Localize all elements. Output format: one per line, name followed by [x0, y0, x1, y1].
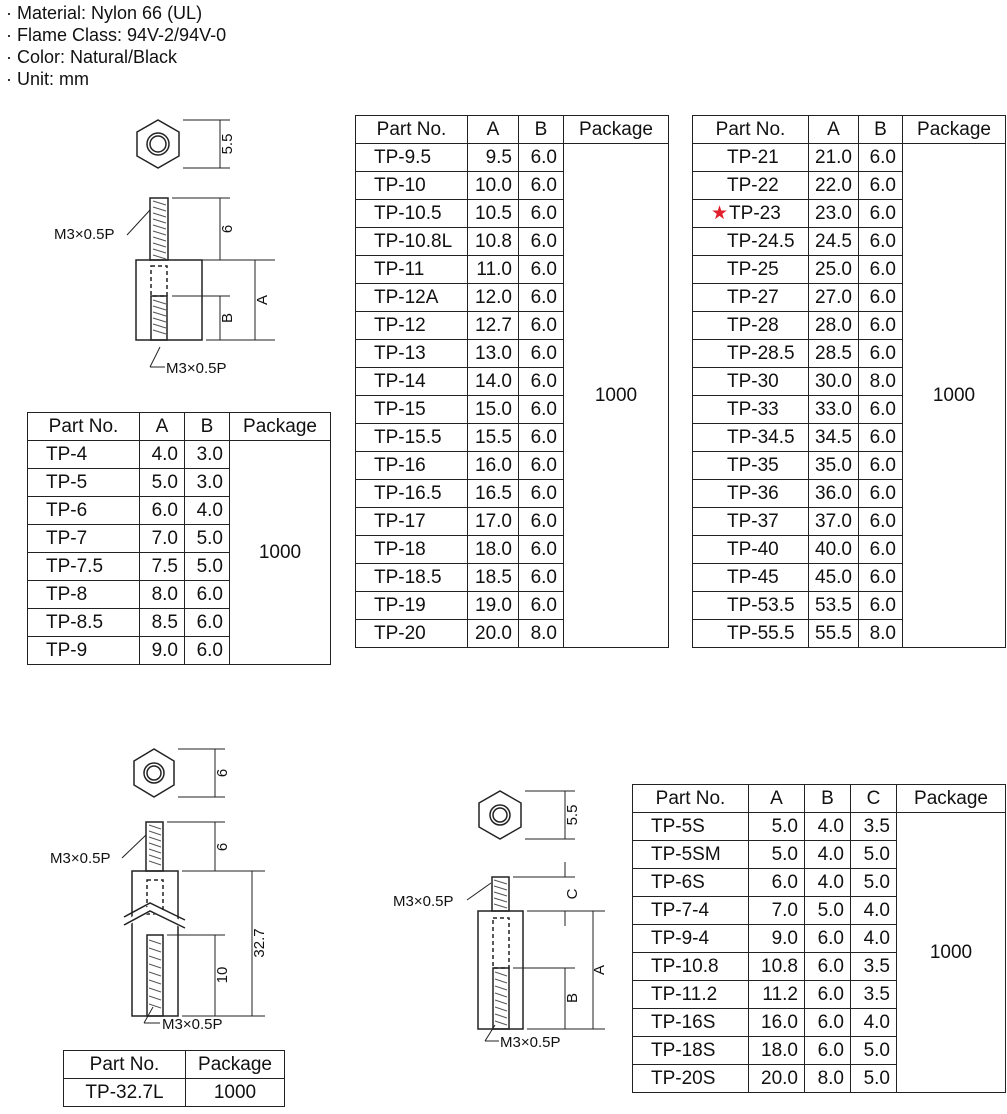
table-cell: TP-28.5	[693, 340, 809, 368]
table-cell: 6.0	[519, 508, 564, 536]
table-cell: 33.0	[809, 396, 859, 424]
table-cell: 11.2	[749, 981, 805, 1009]
table-cell: 24.5	[809, 228, 859, 256]
table-cell: 6.0	[519, 256, 564, 284]
table-cell: 8.0	[859, 368, 903, 396]
spacer-diagram-2	[40, 745, 300, 1045]
table-cell: 6.0	[859, 312, 903, 340]
thread-label-top: M3×0.5P	[393, 893, 454, 910]
table-cell: TP-13	[356, 340, 468, 368]
table-cell: 6.0	[859, 228, 903, 256]
table-cell: 20.0	[468, 620, 519, 648]
table-cell: 8.0	[140, 581, 185, 609]
table-cell: 6.0	[859, 200, 903, 228]
header-a: A	[140, 413, 185, 441]
table-cell: TP-4	[28, 441, 140, 469]
table-cell: 6.0	[805, 1009, 851, 1037]
table-cell: 6.0	[805, 953, 851, 981]
dimension-b: B	[564, 992, 581, 1004]
table-cell: 4.0	[851, 925, 897, 953]
table-cell: 12.0	[468, 284, 519, 312]
table-cell: 6.0	[859, 536, 903, 564]
package-cell: 1000	[903, 144, 1006, 648]
table-cell: 20.0	[749, 1065, 805, 1093]
package-cell: 1000	[230, 441, 331, 665]
table-cell: 6.0	[859, 508, 903, 536]
table-cell: TP-18S	[633, 1037, 749, 1065]
header-c: C	[851, 785, 897, 813]
dimension-b: B	[219, 312, 236, 324]
table-cell: TP-33	[693, 396, 809, 424]
table-cell: 10.8	[468, 228, 519, 256]
table-cell: 11.0	[468, 256, 519, 284]
table-cell: TP-20S	[633, 1065, 749, 1093]
header-part-no: Part No.	[64, 1051, 186, 1079]
table-cell: 5.0	[749, 813, 805, 841]
header-part-no: Part No.	[633, 785, 749, 813]
thread-label-top: M3×0.5P	[50, 850, 111, 867]
table-cell: 6.0	[859, 144, 903, 172]
table-cell: TP-25	[693, 256, 809, 284]
table-cell: 3.0	[185, 441, 230, 469]
table-cell: 4.0	[805, 869, 851, 897]
table-cell: TP-10	[356, 172, 468, 200]
table-row	[28, 441, 331, 469]
table-cell: 6.0	[859, 424, 903, 452]
table-cell: 9.5	[468, 144, 519, 172]
table-cell: 36.0	[809, 480, 859, 508]
table-cell: TP-18.5	[356, 564, 468, 592]
table-cell: 6.0	[519, 172, 564, 200]
table-cell: TP-17	[356, 508, 468, 536]
table-cell: 23.0	[809, 200, 859, 228]
table-row	[633, 813, 1006, 841]
table-cell: 10.8	[749, 953, 805, 981]
hex-dimension: 5.5	[219, 133, 236, 155]
table-cell: TP-10.8	[633, 953, 749, 981]
table-cell: 53.5	[809, 592, 859, 620]
table-cell: 28.0	[809, 312, 859, 340]
table-row	[693, 144, 1006, 172]
header-package: Package	[903, 116, 1006, 144]
thread-length: 6	[214, 842, 231, 852]
table-cell: TP-15.5	[356, 424, 468, 452]
table-cell: TP-34.5	[693, 424, 809, 452]
table-cell: 6.0	[519, 144, 564, 172]
table-cell: TP-5	[28, 469, 140, 497]
hex-dimension: 5.5	[564, 804, 581, 826]
table-cell: TP-27	[693, 284, 809, 312]
table-cell: TP-12	[356, 312, 468, 340]
table-cell: TP-14	[356, 368, 468, 396]
table-cell: 6.0	[185, 609, 230, 637]
thread-label-top: M3×0.5P	[54, 226, 115, 243]
table-cell: TP-22	[693, 172, 809, 200]
spec-unit: · Unit: mm	[6, 68, 226, 90]
spacer-diagram-3	[385, 785, 625, 1065]
table-cell: TP-24.5	[693, 228, 809, 256]
table-cell: 34.5	[809, 424, 859, 452]
table-row	[356, 144, 669, 172]
table-cell: 9.0	[749, 925, 805, 953]
table-cell: 12.7	[468, 312, 519, 340]
table-cell: TP-12A	[356, 284, 468, 312]
table-cell: TP-35	[693, 452, 809, 480]
table-cell: 18.0	[468, 536, 519, 564]
header-b: B	[519, 116, 564, 144]
table-cell: 55.5	[809, 620, 859, 648]
table-cell: 6.0	[859, 592, 903, 620]
table-cell: TP-16S	[633, 1009, 749, 1037]
table-cell: 16.0	[468, 452, 519, 480]
table-cell: 6.0	[805, 981, 851, 1009]
table-cell: TP-36	[693, 480, 809, 508]
table-cell: 28.5	[809, 340, 859, 368]
table-cell: TP-37	[693, 508, 809, 536]
table-cell: TP-9-4	[633, 925, 749, 953]
table-cell: TP-32.7L	[64, 1079, 186, 1107]
table-cell: 30.0	[809, 368, 859, 396]
table-cell: 6.0	[859, 256, 903, 284]
table-cell: 25.0	[809, 256, 859, 284]
thread-label-bottom: M3×0.5P	[166, 360, 227, 377]
table-cell: TP-20	[356, 620, 468, 648]
table-cell: TP-10.8L	[356, 228, 468, 256]
hex-dimension: 6	[214, 768, 231, 778]
table-cell: 8.0	[805, 1065, 851, 1093]
table-cell: 5.0	[851, 1065, 897, 1093]
table-cell: 6.0	[519, 592, 564, 620]
table-cell: TP-21	[693, 144, 809, 172]
table-cell: 40.0	[809, 536, 859, 564]
table-cell: 4.0	[805, 813, 851, 841]
header-a: A	[809, 116, 859, 144]
table-cell: 37.0	[809, 508, 859, 536]
table-cell: 5.0	[749, 841, 805, 869]
table-cell: TP-15	[356, 396, 468, 424]
table-cell: 10.5	[468, 200, 519, 228]
table-cell: 16.0	[749, 1009, 805, 1037]
table-cell: TP-18	[356, 536, 468, 564]
thread-label-bottom: M3×0.5P	[500, 1034, 561, 1051]
table-cell: TP-7	[28, 525, 140, 553]
header-a: A	[468, 116, 519, 144]
table-cell: TP-28	[693, 312, 809, 340]
table-cell: 6.0	[859, 340, 903, 368]
table-cell: 7.5	[140, 553, 185, 581]
table-cell: 6.0	[519, 368, 564, 396]
table-cell: TP-8.5	[28, 609, 140, 637]
table-cell: 3.5	[851, 813, 897, 841]
table-cell: 5.0	[851, 841, 897, 869]
table-cell: TP-9	[28, 637, 140, 665]
table-cell: 16.5	[468, 480, 519, 508]
table-cell: 17.0	[468, 508, 519, 536]
header-b: B	[859, 116, 903, 144]
thread-label-bottom: M3×0.5P	[162, 1016, 223, 1033]
table-cell: 7.0	[140, 525, 185, 553]
dimension-a: A	[591, 964, 608, 976]
table-cell: TP-11.2	[633, 981, 749, 1009]
spec-flame-class: · Flame Class: 94V-2/94V-0	[6, 24, 226, 46]
thread-length: 6	[219, 224, 236, 234]
table-cell: 8.0	[859, 620, 903, 648]
table-cell: 18.0	[749, 1037, 805, 1065]
header-a: A	[749, 785, 805, 813]
header-b: B	[185, 413, 230, 441]
table-row	[64, 1079, 285, 1107]
table-cell: 4.0	[185, 497, 230, 525]
table-cell: 14.0	[468, 368, 519, 396]
table-cell: 6.0	[519, 536, 564, 564]
table-cell: 5.0	[140, 469, 185, 497]
table-cell: TP-40	[693, 536, 809, 564]
table-cell: 4.0	[805, 841, 851, 869]
table-cell: 8.0	[519, 620, 564, 648]
header-package: Package	[897, 785, 1006, 813]
table-cell: 6.0	[519, 228, 564, 256]
table-cell: TP-55.5	[693, 620, 809, 648]
table-cell: 15.5	[468, 424, 519, 452]
table-cell: 6.0	[185, 581, 230, 609]
table-cell: 6.0	[519, 452, 564, 480]
package-cell: 1000	[564, 144, 669, 648]
spacer-table-4	[63, 1050, 285, 1107]
table-cell: TP-5SM	[633, 841, 749, 869]
table-cell: 6.0	[519, 480, 564, 508]
dimension-c: C	[564, 888, 581, 900]
table-cell: 3.5	[851, 981, 897, 1009]
table-cell: TP-16	[356, 452, 468, 480]
header-b: B	[805, 785, 851, 813]
table-cell: 6.0	[519, 200, 564, 228]
table-cell: 13.0	[468, 340, 519, 368]
table-cell: 6.0	[859, 284, 903, 312]
table-cell: 6.0	[140, 497, 185, 525]
spec-list	[6, 2, 226, 90]
table-cell: 4.0	[851, 1009, 897, 1037]
table-cell: 4.0	[851, 897, 897, 925]
table-cell: 6.0	[859, 396, 903, 424]
table-cell: TP-7-4	[633, 897, 749, 925]
table-cell: TP-45	[693, 564, 809, 592]
table-cell: TP-6	[28, 497, 140, 525]
table-cell: 6.0	[859, 452, 903, 480]
table-cell: TP-30	[693, 368, 809, 396]
table-cell: 15.0	[468, 396, 519, 424]
table-cell: 10.0	[468, 172, 519, 200]
table-cell: TP-6S	[633, 869, 749, 897]
table-cell: 6.0	[749, 869, 805, 897]
table-cell: 5.0	[185, 553, 230, 581]
header-part-no: Part No.	[693, 116, 809, 144]
table-cell: 5.0	[851, 869, 897, 897]
table-cell: 6.0	[519, 284, 564, 312]
spacer-table-3	[692, 115, 1006, 648]
table-cell: 1000	[186, 1079, 285, 1107]
table-cell: 5.0	[185, 525, 230, 553]
header-package: Package	[186, 1051, 285, 1079]
table-cell: 6.0	[519, 340, 564, 368]
table-cell: 7.0	[749, 897, 805, 925]
spacer-table-1	[27, 412, 331, 665]
dimension-a: A	[254, 294, 271, 306]
spec-material: · Material: Nylon 66 (UL)	[6, 2, 226, 24]
spec-color: · Color: Natural/Black	[6, 46, 226, 68]
table-cell: 6.0	[185, 637, 230, 665]
table-cell: 22.0	[809, 172, 859, 200]
table-cell: 5.0	[805, 897, 851, 925]
table-cell: 3.5	[851, 953, 897, 981]
table-cell: 6.0	[859, 564, 903, 592]
table-cell: 6.0	[805, 1037, 851, 1065]
table-cell: 6.0	[859, 172, 903, 200]
part-number: TP-23	[729, 203, 781, 224]
table-cell: TP-8	[28, 581, 140, 609]
table-cell: TP-7.5	[28, 553, 140, 581]
table-cell: 6.0	[519, 312, 564, 340]
table-cell: 6.0	[519, 396, 564, 424]
table-cell: 4.0	[140, 441, 185, 469]
table-cell: 18.5	[468, 564, 519, 592]
table-cell: TP-9.5	[356, 144, 468, 172]
table-cell: 9.0	[140, 637, 185, 665]
spacer-table-5	[632, 784, 1006, 1093]
table-cell: 27.0	[809, 284, 859, 312]
table-cell: 5.0	[851, 1037, 897, 1065]
package-cell: 1000	[897, 813, 1006, 1093]
table-cell: TP-16.5	[356, 480, 468, 508]
table-cell: TP-5S	[633, 813, 749, 841]
star-icon: ★	[711, 203, 729, 224]
table-cell: 35.0	[809, 452, 859, 480]
table-cell	[693, 200, 809, 228]
header-part-no: Part No.	[28, 413, 140, 441]
table-cell: 45.0	[809, 564, 859, 592]
spacer-table-2	[355, 115, 669, 648]
table-cell: 6.0	[519, 424, 564, 452]
table-cell: 8.5	[140, 609, 185, 637]
total-length: 32.7	[251, 928, 268, 958]
table-cell: 6.0	[805, 925, 851, 953]
table-cell: 6.0	[859, 480, 903, 508]
table-cell: TP-10.5	[356, 200, 468, 228]
inner-thread-length: 10	[214, 966, 231, 984]
header-part-no: Part No.	[356, 116, 468, 144]
table-cell: TP-11	[356, 256, 468, 284]
spacer-diagram-1	[40, 115, 320, 385]
header-package: Package	[230, 413, 331, 441]
table-cell: 19.0	[468, 592, 519, 620]
table-cell: 21.0	[809, 144, 859, 172]
table-cell: 3.0	[185, 469, 230, 497]
header-package: Package	[564, 116, 669, 144]
table-cell: TP-53.5	[693, 592, 809, 620]
table-cell: 6.0	[519, 564, 564, 592]
table-cell: TP-19	[356, 592, 468, 620]
